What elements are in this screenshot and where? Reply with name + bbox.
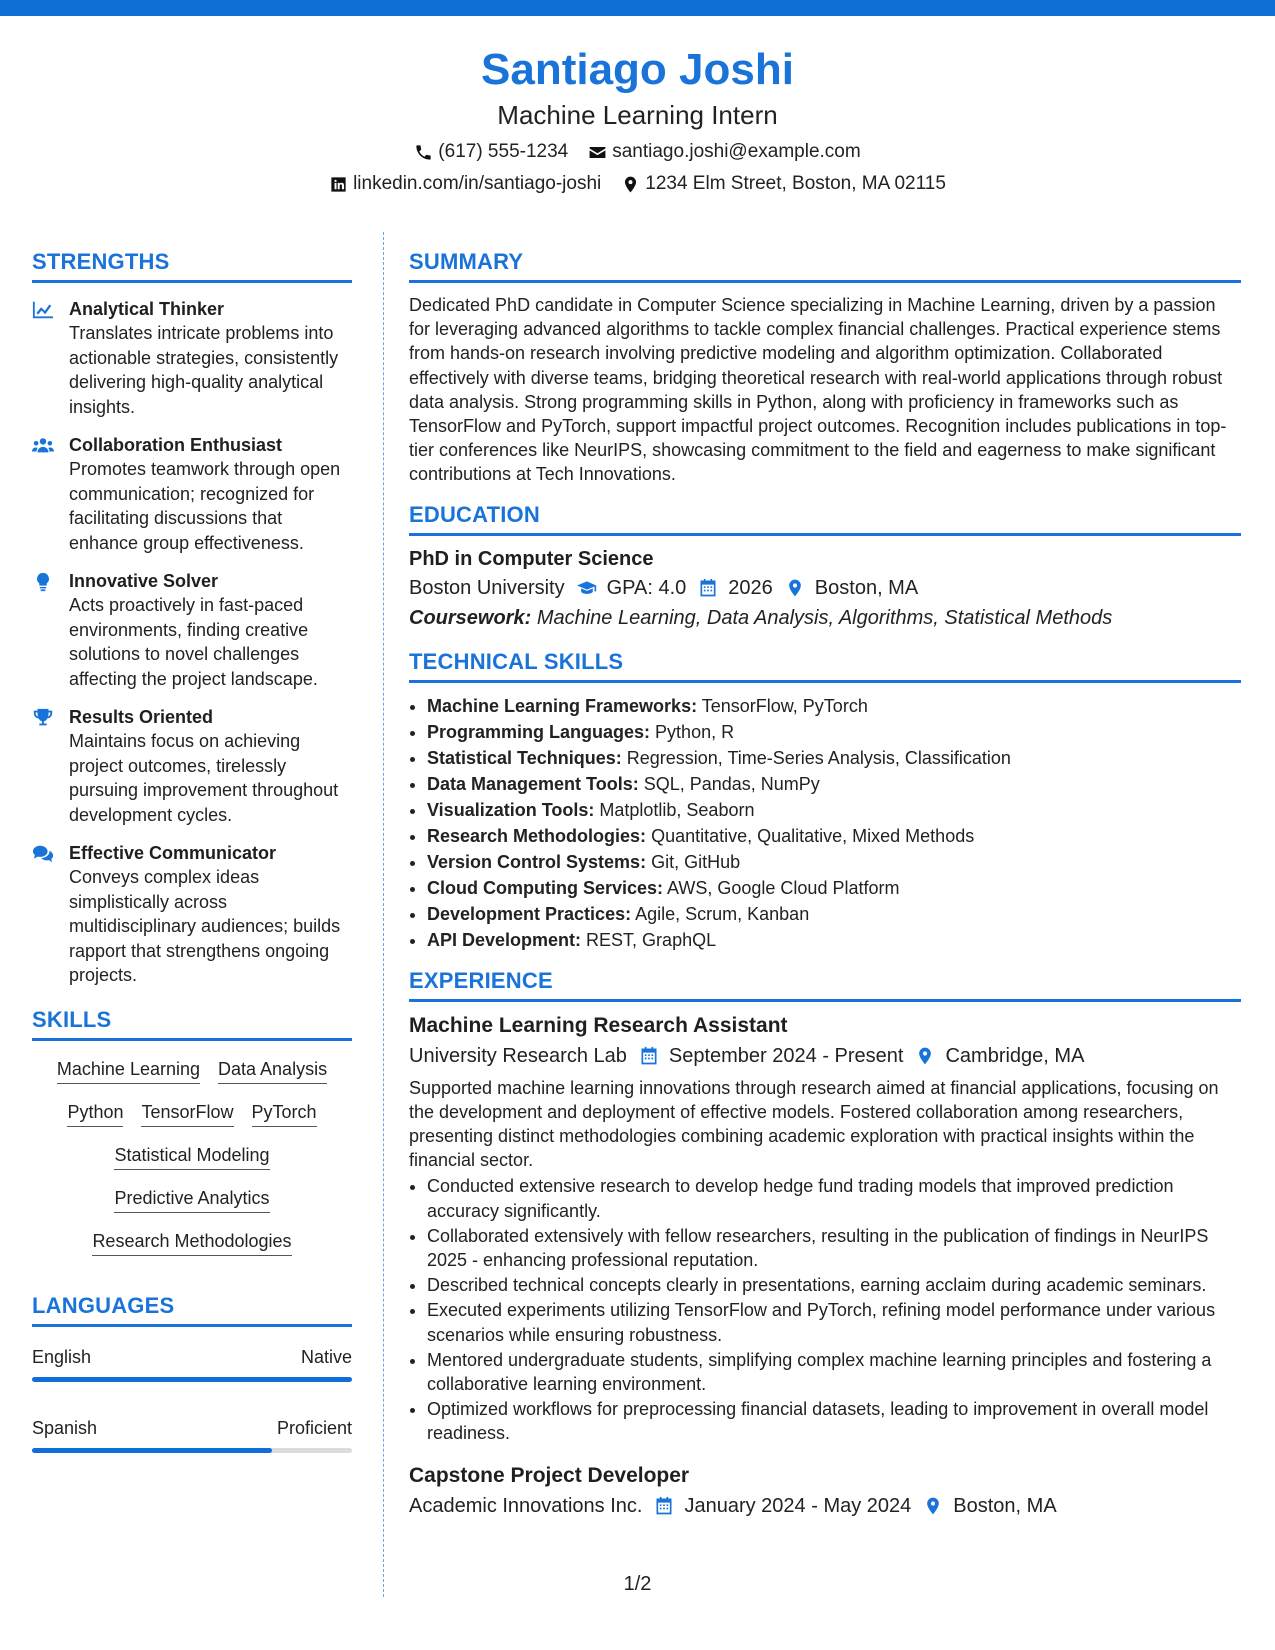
graduation-cap-icon <box>577 578 597 598</box>
strength-desc: Promotes teamwork through open communication; recognized for facilitating discussions that enhance group effectiveness. <box>69 459 341 553</box>
skill-tag: Data Analysis <box>218 1057 327 1084</box>
technical-skill-item <box>427 849 1241 875</box>
job-title: Capstone Project Developer <box>409 1463 690 1487</box>
lightbulb-icon <box>32 572 54 592</box>
skill-values: Regression, Time-Series Analysis, Classification <box>626 747 1011 768</box>
left-column <box>32 248 352 1479</box>
job-bullet: • Collaborated extensively with fellow researchers, resulting in the publication of findings in NeurIPS 2025 - enhancing professional reputation. <box>427 1224 1241 1272</box>
strength-desc: Maintains focus on achieving project outcomes, tirelessly pursuing improvement throughout development cycles. <box>69 731 339 825</box>
summary-text: Dedicated PhD candidate in Computer Science specializing in Machine Learning, driven by a passion for leveraging advanced algorithms to tackle complex financial challenges. Practical experience stems from hands-on research involving predictive modeling and algorithm optimization. Collaborated effectively with diverse teams, bridging theoretical research with real-world applications through robust data analysis. Strong programming skills in Python, along with proficiency in frameworks such as TensorFlow and PyTorch, support impactful project outcomes. Recognition includes publications in top-tier conferences like NeurIPS, showcasing commitment to the field and eagerness to make significant contributions at Tech Innovations. <box>409 295 1227 485</box>
language-proficiency-bar <box>32 1448 352 1453</box>
skill-values: TensorFlow, PyTorch <box>701 695 868 716</box>
skill-category: Version Control Systems: <box>427 851 647 872</box>
job-dates: September 2024 - Present <box>668 1044 904 1067</box>
experience-heading: EXPERIENCE <box>409 967 1241 1002</box>
strengths-heading: STRENGTHS <box>32 248 352 283</box>
technical-skill-item <box>427 745 1241 771</box>
technical-skill-item <box>427 693 1241 719</box>
calendar-icon <box>698 578 718 598</box>
skill-tag: Statistical Modeling <box>114 1143 269 1170</box>
skill-values: Matplotlib, Seaborn <box>599 799 755 820</box>
job-dates: January 2024 - May 2024 <box>684 1494 912 1517</box>
chart-line-icon <box>32 300 54 320</box>
email-address: santiago.joshi@example.com <box>612 141 861 162</box>
location-pin-icon <box>915 1046 935 1066</box>
language-level: Proficient <box>276 1417 352 1438</box>
address-contact <box>621 172 946 196</box>
skill-category: Cloud Computing Services: <box>427 877 664 898</box>
job-bullets <box>409 1174 1241 1445</box>
strength-title: Analytical Thinker <box>69 299 225 319</box>
technical-skills-list <box>409 693 1241 953</box>
phone-icon <box>414 143 433 162</box>
language-item <box>32 1416 352 1453</box>
strength-item <box>32 297 352 419</box>
job-description: Supported machine learning innovations through research aimed at financial applications, focusing on the development and deployment of effective models. Fostered collaboration among researchers, presenting distinct methodologies combining academic exploration with practical insights within the financial sector. <box>409 1077 1219 1171</box>
calendar-icon <box>654 1496 674 1516</box>
street-address: 1234 Elm Street, Boston, MA 02115 <box>645 173 946 194</box>
languages-heading: LANGUAGES <box>32 1292 352 1327</box>
skill-tag: PyTorch <box>252 1100 317 1127</box>
skill-category: API Development: <box>427 929 582 950</box>
language-item <box>32 1345 352 1382</box>
contact-row-1 <box>0 140 1275 164</box>
job-location: Cambridge, MA <box>945 1044 1085 1067</box>
education-meta <box>409 574 1241 602</box>
skill-values: AWS, Google Cloud Platform <box>667 877 900 898</box>
linkedin-url: linkedin.com/in/santiago-joshi <box>353 173 602 194</box>
email-contact[interactable] <box>588 140 860 164</box>
column-divider <box>383 232 384 1597</box>
language-level: Native <box>300 1346 352 1367</box>
skill-values: SQL, Pandas, NumPy <box>643 773 820 794</box>
strength-item <box>32 841 352 988</box>
skill-values: Agile, Scrum, Kanban <box>635 903 810 924</box>
job-meta <box>409 1492 1241 1520</box>
language-proficiency-bar <box>32 1377 352 1382</box>
employer: University Research Lab <box>409 1044 627 1067</box>
job-location: Boston, MA <box>953 1494 1057 1517</box>
phone-number: (617) 555-1234 <box>438 141 569 162</box>
technical-skill-item <box>427 901 1241 927</box>
strength-title: Collaboration Enthusiast <box>69 435 283 455</box>
contact-row-2 <box>0 172 1275 196</box>
trophy-icon <box>32 708 54 728</box>
job-bullet: • Conducted extensive research to develop hedge fund trading models that improved prediction accuracy significantly. <box>427 1174 1241 1222</box>
skill-category: Programming Languages: <box>427 721 651 742</box>
resume-header <box>0 42 1275 196</box>
employer: Academic Innovations Inc. <box>409 1494 643 1517</box>
language-proficiency-fill <box>32 1377 352 1382</box>
skill-values: REST, GraphQL <box>586 929 717 950</box>
technical-skill-item <box>427 927 1241 953</box>
job-bullet: • Described technical concepts clearly in presentations, earning acclaim during academic seminars. <box>427 1273 1241 1297</box>
strength-title: Effective Communicator <box>69 843 277 863</box>
skill-tag: Research Methodologies <box>92 1229 291 1256</box>
top-accent-bar <box>0 0 1275 16</box>
coursework-label: Coursework: <box>409 606 532 629</box>
envelope-icon <box>588 143 607 162</box>
technical-skill-item <box>427 719 1241 745</box>
candidate-name: Santiago Joshi <box>481 45 794 94</box>
strength-desc: Acts proactively in fast-paced environments, finding creative solutions to novel challenges affecting the project landscape. <box>69 595 318 689</box>
users-icon <box>32 436 54 456</box>
skill-category: Research Methodologies: <box>427 825 647 846</box>
skill-category: Machine Learning Frameworks: <box>427 695 698 716</box>
skills-heading: SKILLS <box>32 1006 352 1041</box>
coursework <box>409 604 1241 632</box>
location-pin-icon <box>621 175 640 194</box>
strength-title: Results Oriented <box>69 707 214 727</box>
coursework-list: Machine Learning, Data Analysis, Algorithms, Statistical Methods <box>536 606 1113 629</box>
strength-item <box>32 433 352 555</box>
skill-values: Python, R <box>655 721 735 742</box>
comments-icon <box>32 844 54 864</box>
skill-tag: Predictive Analytics <box>114 1186 269 1213</box>
technical-skill-item <box>427 875 1241 901</box>
skill-values: Quantitative, Qualitative, Mixed Methods <box>651 825 975 846</box>
gpa: GPA: 4.0 <box>606 576 687 599</box>
skill-tag: Machine Learning <box>57 1057 200 1084</box>
strength-desc: Conveys complex ideas simplistically across multidisciplinary audiences; builds rapport that strengthens ongoing projects. <box>69 867 341 985</box>
technical-skills-heading: TECHNICAL SKILLS <box>409 648 1241 683</box>
strength-desc: Translates intricate problems into actionable strategies, consistently delivering high-quality analytical insights. <box>69 323 339 417</box>
skill-values: Git, GitHub <box>651 851 741 872</box>
skills-list <box>32 1051 352 1256</box>
technical-skill-item <box>427 823 1241 849</box>
location-pin-icon <box>785 578 805 598</box>
job-bullet: • Executed experiments utilizing TensorFlow and PyTorch, refining model performance under various scenarios while ensuring robustness. <box>427 1298 1241 1346</box>
job-title: Machine Learning Research Assistant <box>409 1013 788 1037</box>
right-column <box>409 248 1241 1520</box>
phone-contact[interactable] <box>414 140 568 164</box>
location-pin-icon <box>923 1496 943 1516</box>
skill-tag: TensorFlow <box>141 1100 233 1127</box>
job-bullet: • Mentored undergraduate students, simplifying complex machine learning principles and fostering a collaborative learning environment. <box>427 1348 1241 1396</box>
job-bullet: • Optimized workflows for preprocessing financial datasets, leading to improvement in overall model readiness. <box>427 1397 1241 1445</box>
language-name: English <box>32 1346 92 1367</box>
skill-category: Development Practices: <box>427 903 632 924</box>
technical-skill-item <box>427 771 1241 797</box>
candidate-title: Machine Learning Intern <box>497 100 778 130</box>
skill-category: Statistical Techniques: <box>427 747 622 768</box>
technical-skill-item <box>427 797 1241 823</box>
job-meta <box>409 1042 1241 1070</box>
strength-title: Innovative Solver <box>69 571 219 591</box>
linkedin-icon <box>329 175 348 194</box>
degree-title: PhD in Computer Science <box>409 547 654 570</box>
skill-category: Visualization Tools: <box>427 799 595 820</box>
skill-tag: Python <box>67 1100 123 1127</box>
strength-item <box>32 569 352 691</box>
graduation-year: 2026 <box>728 576 773 599</box>
linkedin-contact[interactable] <box>329 172 601 196</box>
job-entry <box>409 1462 1241 1520</box>
strength-item <box>32 705 352 827</box>
language-proficiency-fill <box>32 1448 272 1453</box>
school-name: Boston University <box>409 576 565 599</box>
job-entry <box>409 1012 1241 1446</box>
education-heading: EDUCATION <box>409 501 1241 536</box>
education-location: Boston, MA <box>814 576 919 599</box>
summary-heading: SUMMARY <box>409 248 1241 283</box>
calendar-icon <box>639 1046 659 1066</box>
skill-category: Data Management Tools: <box>427 773 639 794</box>
page-number: 1/2 <box>623 1573 652 1595</box>
language-name: Spanish <box>32 1417 98 1438</box>
